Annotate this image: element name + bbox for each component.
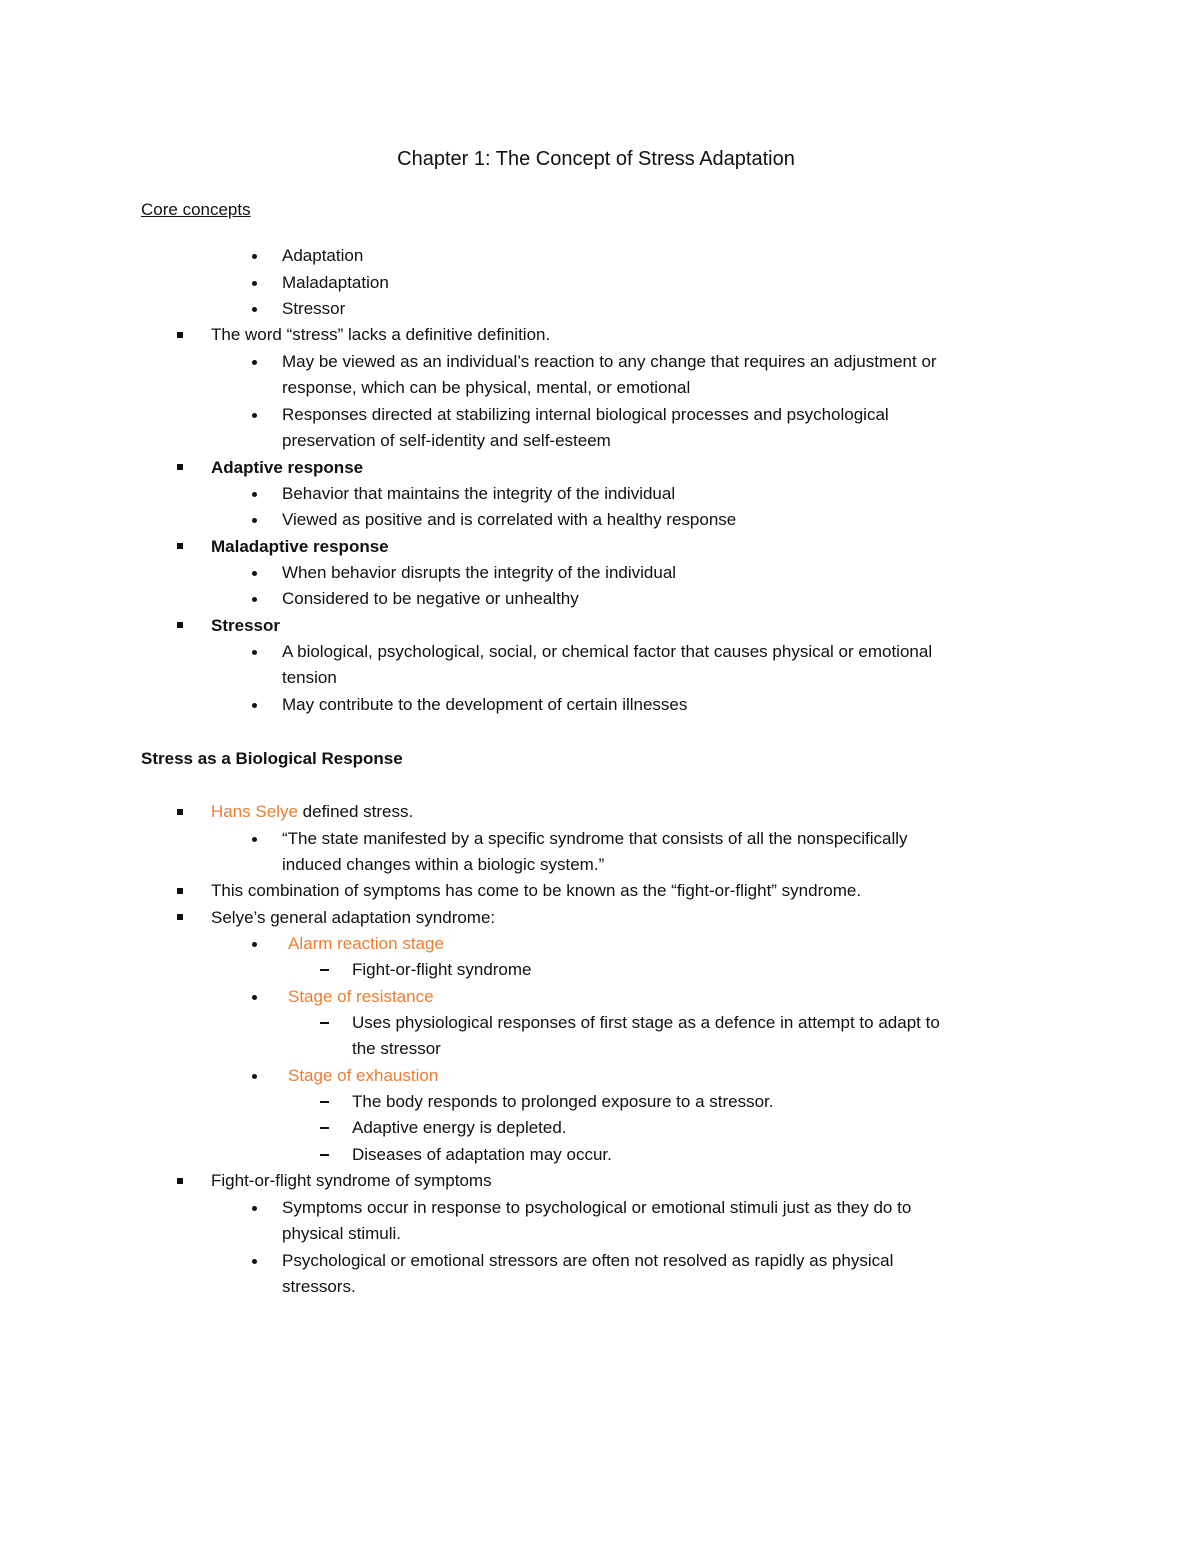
bullet-dot-icon [252,650,257,655]
bullet-dot-icon [252,942,257,947]
dash-bullet-icon [320,969,329,971]
bullet-square-icon [177,809,183,815]
dash-bullet-icon [320,1022,329,1024]
bullet-dot-icon [252,703,257,708]
list-item: The body responds to prolonged exposure to a stressor. [352,1092,774,1111]
list-item-line: “The state manifested by a specific syndrome that consists of all the nonspecifically [282,829,908,848]
list-item-line: Uses physiological responses of first stage as a defence in attempt to adapt to [352,1013,940,1032]
stage-label: Stage of resistance [288,987,434,1006]
list-item: Maladaptation [282,273,389,292]
bullet-dot-icon [252,360,257,365]
list-item-line: the stressor [352,1039,441,1058]
bullet-dot-icon [252,597,257,602]
list-item: Fight-or-flight syndrome of symptoms [211,1171,492,1190]
bullet-dot-icon [252,1206,257,1211]
list-item: Diseases of adaptation may occur. [352,1145,612,1164]
list-item-line: stressors. [282,1277,356,1296]
list-item-line: response, which can be physical, mental, or emotional [282,378,691,397]
bullet-dot-icon [252,413,257,418]
bullet-dot-icon [252,254,257,259]
list-item-label: Stressor [211,616,280,635]
list-item: Adaptation [282,246,364,265]
list-item-line: physical stimuli. [282,1224,402,1243]
list-item: Fight-or-flight syndrome [352,960,532,979]
list-item: The word “stress” lacks a definitive definition. [211,325,551,344]
dash-bullet-icon [320,1127,329,1129]
page-title: Chapter 1: The Concept of Stress Adaptation [397,148,795,170]
list-item: When behavior disrupts the integrity of the individual [282,563,677,582]
bullet-square-icon [177,464,183,470]
list-item-line: induced changes within a biologic system.” [282,855,605,874]
list-item-line: Symptoms occur in response to psychological or emotional stimuli just as they do to [282,1198,912,1217]
bullet-square-icon [177,888,183,894]
bullet-dot-icon [252,492,257,497]
highlight-name: Hans Selye [211,802,298,821]
list-item-label: Adaptive response [211,458,364,477]
list-item: Behavior that maintains the integrity of the individual [282,484,676,503]
bullet-dot-icon [252,571,257,576]
list-item-line: A biological, psychological, social, or chemical factor that causes physical or emotional [282,642,933,661]
bullet-square-icon [177,622,183,628]
section-heading-core-concepts: Core concepts [141,200,251,219]
bullet-dot-icon [252,307,257,312]
bullet-dot-icon [252,1074,257,1079]
bullet-dot-icon [252,1259,257,1264]
bullet-square-icon [177,1178,183,1184]
bullet-square-icon [177,543,183,549]
section-heading-biological-response: Stress as a Biological Response [141,749,403,768]
list-item-line: Responses directed at stabilizing internal biological processes and psychological [282,405,889,424]
bullet-dot-icon [252,837,257,842]
stage-label: Stage of exhaustion [288,1066,439,1085]
list-item-line: Psychological or emotional stressors are often not resolved as rapidly as physical [282,1251,894,1270]
bullet-dot-icon [252,995,257,1000]
list-item: Selye’s general adaptation syndrome: [211,908,496,927]
list-item: Viewed as positive and is correlated with a healthy response [282,510,737,529]
list-item: Considered to be negative or unhealthy [282,589,579,608]
bullet-dot-icon [252,518,257,523]
dash-bullet-icon [320,1154,329,1156]
dash-bullet-icon [320,1101,329,1103]
list-item-label: Maladaptive response [211,537,389,556]
list-item: Adaptive energy is depleted. [352,1118,567,1137]
list-item [211,800,413,824]
bullet-square-icon [177,332,183,338]
list-item-text: defined stress. [297,802,414,821]
list-item-line: May be viewed as an individual’s reaction to any change that requires an adjustment or [282,352,937,371]
bullet-square-icon [177,914,183,920]
list-item-line: preservation of self-identity and self-esteem [282,431,611,450]
list-item: This combination of symptoms has come to be known as the “fight-or-flight” syndrome. [211,881,862,900]
list-item: Stressor [282,299,346,318]
list-item-line: tension [282,668,337,687]
bullet-dot-icon [252,281,257,286]
stage-label: Alarm reaction stage [288,934,444,953]
list-item: May contribute to the development of certain illnesses [282,695,688,714]
